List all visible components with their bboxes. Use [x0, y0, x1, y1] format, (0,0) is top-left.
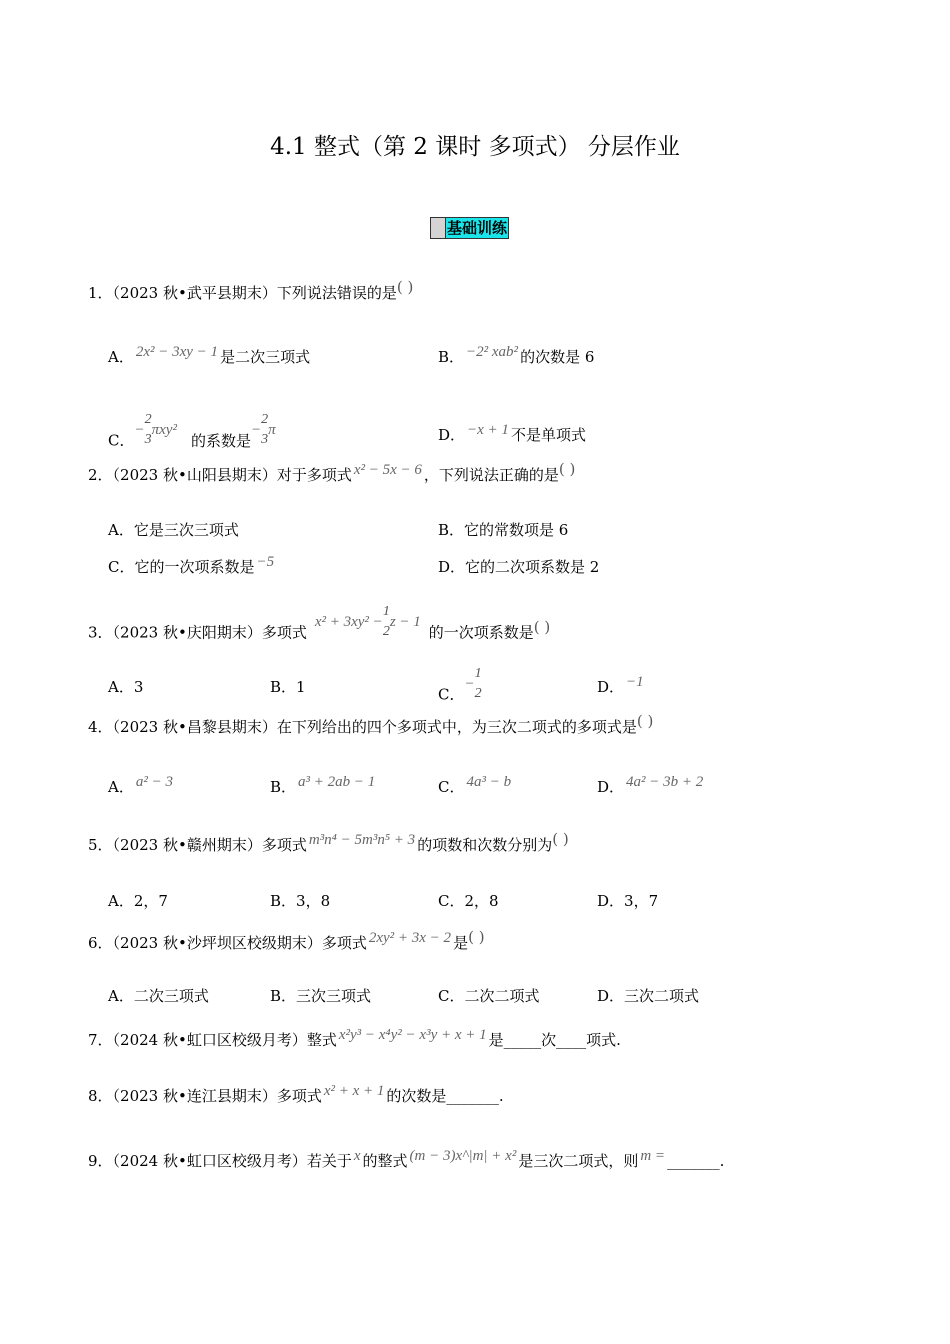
fill-in-blank: _______. — [667, 1152, 725, 1170]
fraction — [145, 410, 152, 450]
question-number: 3． — [88, 623, 113, 642]
option-label: C． — [438, 778, 465, 796]
question-stem: （2023 秋•武平县期末）下列说法错误的是 — [112, 284, 397, 302]
formula: 4a³ − b — [466, 774, 512, 790]
option-label: C． — [438, 685, 465, 704]
formula-part: z − 1 — [389, 613, 421, 630]
question-number: 9． — [88, 1152, 113, 1170]
question-stem: （2023 秋•赣州期末）多项式 — [112, 836, 307, 854]
option-d — [438, 424, 586, 445]
denominator: 2 — [382, 624, 390, 639]
question-9 — [88, 1150, 724, 1171]
question-stem: （2023 秋•昌黎县期末）在下列给出的四个多项式中，为三次二项式的多项式是 — [112, 718, 637, 736]
option-label: D． — [597, 778, 625, 796]
formula: 2x² − 3xy − 1 — [135, 344, 219, 360]
option-label: A． — [108, 348, 134, 366]
question-3 — [88, 604, 551, 654]
question-number: 7． — [88, 1031, 113, 1049]
question-stem: （2023 秋•连江县期末）多项式 — [112, 1087, 322, 1105]
option-label: C． — [108, 431, 135, 450]
question-number: 2． — [88, 466, 113, 484]
formula: m³n⁴ − 5m³n⁵ + 3 — [308, 832, 416, 848]
question-stem: （2024 秋•虹口区校级月考）整式 — [112, 1031, 337, 1049]
option-text: 是二次三项式 — [220, 348, 311, 366]
question-7 — [88, 1029, 621, 1050]
formula: x — [353, 1148, 361, 1164]
option-d: D．它的二次项系数是 2 — [438, 558, 600, 576]
fill-in-blank: 是_____次____项式. — [488, 1031, 621, 1049]
formula-part: x² + 3xy² − — [314, 613, 383, 630]
question-1 — [88, 278, 414, 303]
question-6 — [88, 928, 485, 953]
option-d: D．三次二项式 — [597, 987, 700, 1005]
question-stem: （2023 秋•山阳县期末）对于多项式 — [112, 466, 352, 484]
question-2 — [88, 460, 576, 485]
question-stem-post: 的一次项系数是 — [428, 623, 534, 642]
answer-paren: ( ) — [558, 460, 576, 478]
formula: −x + 1 — [467, 422, 509, 438]
option-a: A．3 — [108, 678, 144, 696]
formula: a² − 3 — [135, 774, 173, 790]
option-text: 不是单项式 — [510, 426, 586, 444]
section-title: 基础训练 — [447, 219, 508, 237]
answer-paren: ( ) — [636, 712, 654, 730]
option-b: B．3，8 — [270, 892, 331, 910]
numerator: 1 — [382, 604, 390, 619]
option-label: B． — [270, 778, 297, 796]
answer-paren: ( ) — [552, 830, 569, 848]
formula — [464, 666, 482, 716]
question-stem: （2024 秋•虹口区校级月考）若关于 — [112, 1152, 352, 1170]
option-a: A．它是三次三项式 — [108, 521, 239, 539]
option-a — [108, 346, 310, 367]
question-number: 8． — [88, 1087, 113, 1105]
formula: −2² xab² — [466, 344, 519, 360]
option-c — [108, 556, 276, 577]
answer-paren: ( ) — [396, 278, 414, 296]
formula — [134, 412, 177, 462]
option-d: D．3，7 — [597, 892, 659, 910]
fraction — [261, 410, 268, 450]
question-number: 4． — [88, 718, 113, 736]
option-text: 的次数是 6 — [520, 348, 595, 366]
formula: −1 — [626, 674, 644, 690]
option-c: C．二次二项式 — [438, 987, 540, 1005]
option-a — [108, 776, 175, 797]
question-stem-post: ，下列说法正确的是 — [423, 466, 559, 484]
denominator: 3 — [261, 432, 269, 447]
formula — [314, 604, 421, 654]
question-stem-post: 的项数和次数分别为 — [417, 836, 553, 854]
formula: x² + x + 1 — [323, 1083, 385, 1099]
question-5 — [88, 830, 569, 855]
option-b: B．三次三项式 — [270, 987, 372, 1005]
option-b — [270, 776, 377, 797]
formula: −5 — [256, 554, 275, 570]
formula: (m − 3)x^|m| + x² — [409, 1148, 517, 1164]
question-stem-mid: 的整式 — [362, 1152, 408, 1170]
numerator: 1 — [474, 666, 482, 681]
formula-rest: π — [268, 421, 276, 438]
option-text: C．它的一次项系数是 — [108, 558, 255, 576]
formula: x²y³ − x⁴y² − x³y + x + 1 — [338, 1027, 487, 1043]
option-label: B． — [438, 348, 465, 366]
formula — [250, 412, 276, 462]
badge-marker — [431, 218, 446, 238]
fraction — [383, 602, 390, 642]
fill-in-blank: 的次数是_______. — [386, 1087, 504, 1105]
option-a: A．二次三项式 — [108, 987, 209, 1005]
answer-paren: ( ) — [533, 617, 551, 636]
numerator: 2 — [261, 412, 269, 427]
formula: 2xy² + 3x − 2 — [368, 930, 452, 946]
formula: 4a² − 3b + 2 — [626, 774, 704, 790]
question-stem: （2023 秋•庆阳期末）多项式 — [112, 623, 307, 642]
numerator: 2 — [144, 412, 152, 427]
formula: m = — [640, 1148, 666, 1164]
question-stem: （2023 秋•沙坪坝区校级期末）多项式 — [112, 934, 367, 952]
question-4 — [88, 712, 654, 737]
question-stem-post: 是 — [453, 934, 469, 952]
option-b — [438, 346, 594, 367]
question-stem-post: 是三次二项式，则 — [518, 1152, 639, 1170]
formula-rest: πxy² — [151, 421, 177, 438]
sign: − — [250, 421, 262, 438]
option-b: B．1 — [270, 678, 306, 696]
option-a: A．2，7 — [108, 892, 168, 910]
question-8 — [88, 1085, 504, 1106]
option-text: 的系数是 — [190, 431, 251, 450]
denominator: 3 — [144, 432, 152, 447]
option-label: D． — [438, 426, 466, 444]
sign: − — [134, 421, 145, 438]
formula: a³ + 2ab − 1 — [298, 774, 376, 790]
fraction — [475, 664, 482, 704]
question-number: 1． — [88, 284, 113, 302]
page-title: 4.1 整式（第 2 课时 多项式） 分层作业 — [270, 134, 680, 160]
option-b: B．它的常数项是 6 — [438, 521, 569, 539]
option-c: C．2，8 — [438, 892, 499, 910]
option-c — [108, 412, 276, 462]
option-label: A． — [108, 778, 134, 796]
answer-paren: ( ) — [468, 928, 485, 946]
question-number: 6． — [88, 934, 113, 952]
option-d — [597, 776, 705, 797]
section-badge — [430, 217, 509, 239]
option-c — [438, 776, 513, 797]
option-d — [597, 676, 646, 697]
sign: − — [464, 675, 475, 692]
denominator: 2 — [474, 686, 482, 701]
question-number: 5． — [88, 836, 113, 854]
option-label: D． — [597, 678, 625, 696]
option-c — [438, 666, 482, 716]
formula: x² − 5x − 6 — [353, 462, 422, 478]
